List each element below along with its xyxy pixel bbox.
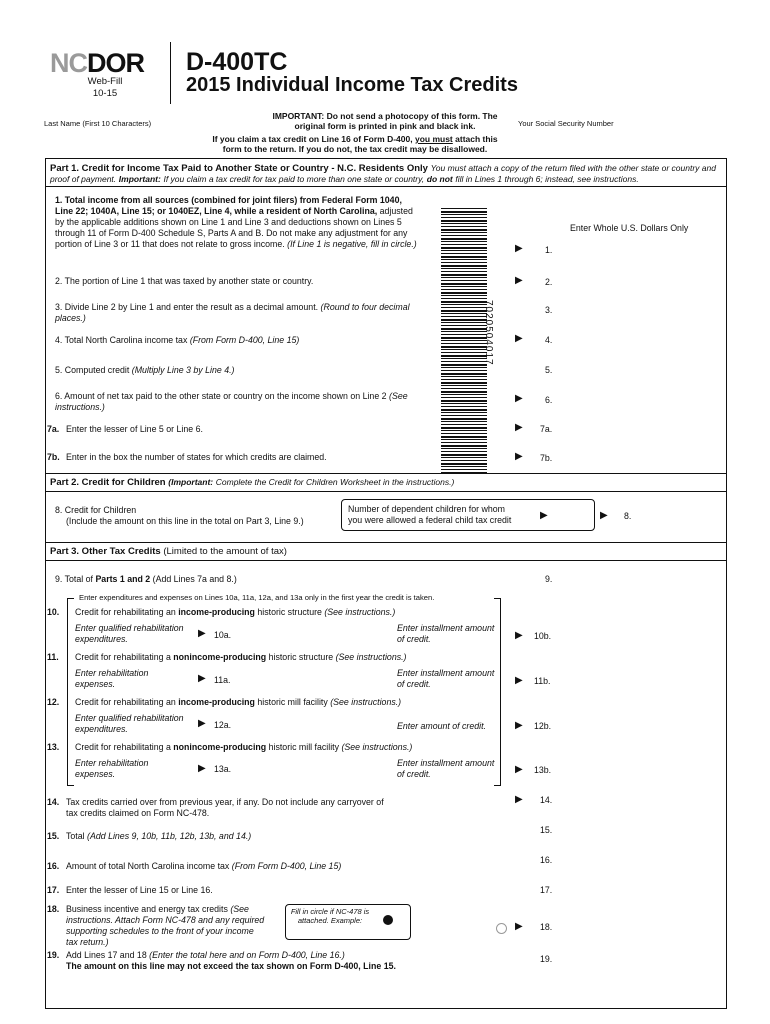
important-notice: IMPORTANT: Do not send a photocopy of this form. The original form is printed in pink and black ink. xyxy=(272,111,498,131)
enter-note: Enter expenditures and expenses on Lines 10a, 11a, 12a, and 13a only in the first year the credit is taken. xyxy=(79,593,435,602)
line-14-num: 14. xyxy=(47,797,60,807)
line-7b: Enter in the box the number of states for which credits are claimed. xyxy=(66,452,327,462)
line-3: 3. Divide Line 2 by Line 1 and enter the result as a decimal amount. (Round to four decimal places.) xyxy=(55,302,410,323)
line-13b-text: Enter installment amount of credit. xyxy=(397,758,495,779)
line-12-num: 12. xyxy=(47,697,60,707)
arrow-icon: ▶ xyxy=(515,333,523,344)
arrow-icon: ▶ xyxy=(198,718,206,729)
label-16: 16. xyxy=(540,855,553,865)
line-16-num: 16. xyxy=(47,861,60,871)
line-10a-text: Enter qualified rehabilitation expenditures. xyxy=(75,623,184,644)
line-2: 2. The portion of Line 1 that was taxed by another state or country. xyxy=(55,276,314,286)
part1-header: Part 1. Credit for Income Tax Paid to Another State or Country - N.C. Residents Only You must attach a copy of the return filed with the other state or country and proof of payment. Important: If you claim a tax credit for tax paid to more than one state or country, do not fill in Lines 1 through 6; instead, see instructions. xyxy=(50,163,716,184)
label-9: 9. xyxy=(545,574,553,584)
line-12b-text: Enter amount of credit. xyxy=(397,721,486,731)
label-18: 18. xyxy=(540,922,553,932)
part2-header: Part 2. Credit for Children (Important: Complete the Credit for Children Worksheet in the instructions.) xyxy=(50,477,455,488)
label-12a: 12a. xyxy=(214,720,232,730)
arrow-icon: ▶ xyxy=(515,243,523,254)
line-13: Credit for rehabilitating a nonincome-producing historic mill facility (See instructions.) xyxy=(75,742,413,752)
line-10: Credit for rehabilitating an income-producing historic structure (See instructions.) xyxy=(75,607,396,617)
line-16: Amount of total North Carolina income tax (From Form D-400, Line 15) xyxy=(66,861,342,871)
line-10b-text: Enter installment amount of credit. xyxy=(397,623,495,644)
arrow-icon: ▶ xyxy=(515,393,523,404)
arrow-icon: ▶ xyxy=(515,794,523,805)
label-11b: 11b. xyxy=(534,676,551,686)
label-5: 5. xyxy=(545,365,553,375)
line-15-num: 15. xyxy=(47,831,60,841)
line-14: Tax credits carried over from previous year, if any. Do not include any carryover of tax credits claimed on Form NC-478. xyxy=(66,797,384,818)
arrow-icon: ▶ xyxy=(515,764,523,775)
part3-header: Part 3. Other Tax Credits (Limited to the amount of tax) xyxy=(50,546,287,557)
line-18-num: 18. xyxy=(47,904,60,914)
label-14: 14. xyxy=(540,795,553,805)
label-6: 6. xyxy=(545,395,553,405)
arrow-icon: ▶ xyxy=(515,921,523,932)
line-17: Enter the lesser of Line 15 or Line 16. xyxy=(66,885,213,895)
line-12: Credit for rehabilitating an income-producing historic mill facility (See instructions.) xyxy=(75,697,402,707)
arrow-icon: ▶ xyxy=(198,763,206,774)
arrow-icon: ▶ xyxy=(515,720,523,731)
arrow-icon: ▶ xyxy=(600,510,608,521)
line-13a-text: Enter rehabilitation expenses. xyxy=(75,758,149,779)
label-11a: 11a. xyxy=(214,675,231,685)
label-2: 2. xyxy=(545,277,553,287)
nc478-attached-circle[interactable] xyxy=(496,923,507,934)
line-12a-text: Enter qualified rehabilitation expenditures. xyxy=(75,713,184,734)
line-1: 1. Total income from all sources (combined for joint filers) from Federal Form 1040, Line 22; 1040A, Line 15; or 1040EZ, Line 4, while a resident of North Carolina, adjusted by the applicable additions shown on Line 1 and Line 3 and deductions shown on Lines 5 through 11 of Form D-400 Schedule S, Parts A and B. Do not make any adjustment for any portion of Line 3 or 11 that does not relate to gross income. (If Line 1 is negative, fill in circle.) xyxy=(55,195,417,249)
form-number: D-400TC xyxy=(186,48,288,76)
line-19: Add Lines 17 and 18 (Enter the total here and on Form D-400, Line 16.) The amount on this line may not exceed the tax shown on Form D-400, Line 15. xyxy=(66,950,396,971)
line-4: 4. Total North Carolina income tax (From Form D-400, Line 15) xyxy=(55,335,300,345)
label-3: 3. xyxy=(545,305,553,315)
label-7b: 7b. xyxy=(540,453,553,463)
label-17: 17. xyxy=(540,885,553,895)
claim-note: If you claim a tax credit on Line 16 of Form D-400, you must attach this form to the return. If you do not, the tax credit may be disallowed. xyxy=(212,134,498,154)
line-7a: Enter the lesser of Line 5 or Line 6. xyxy=(66,424,203,434)
ssn-label: Your Social Security Number xyxy=(518,119,614,128)
header-divider xyxy=(170,42,171,104)
label-8: 8. xyxy=(624,511,632,521)
line-7b-num: 7b. xyxy=(47,452,60,462)
children-count-label: Number of dependent children for whom you were allowed a federal child tax credit xyxy=(348,504,512,525)
line-18: Business incentive and energy tax credits (See instructions. Attach Form NC-478 and any required supporting schedules to the front of your income tax return.) xyxy=(66,904,265,947)
last-name-label: Last Name (First 10 Characters) xyxy=(44,119,152,128)
line-5: 5. Computed credit (Multiply Line 3 by Line 4.) xyxy=(55,365,235,375)
line-11b-text: Enter installment amount of credit. xyxy=(397,668,495,689)
fillin-text: Fill in circle if NC-478 is attached. Example: xyxy=(290,907,370,925)
line-8: 8. Credit for Children (Include the amount on this line in the total on Part 3, Line 9.) xyxy=(55,505,304,526)
part1-divider xyxy=(46,186,726,187)
line-17-num: 17. xyxy=(47,885,60,895)
line-6: 6. Amount of net tax paid to the other state or country on the income shown on Line 2 (See instructions.) xyxy=(55,391,408,412)
arrow-icon: ▶ xyxy=(515,422,523,433)
label-13b: 13b. xyxy=(534,765,552,775)
line-7a-num: 7a. xyxy=(47,424,60,434)
barcode xyxy=(441,208,487,474)
arrow-icon: ▶ xyxy=(198,673,206,684)
label-4: 4. xyxy=(545,335,553,345)
line-15: Total (Add Lines 9, 10b, 11b, 12b, 13b, and 14.) xyxy=(66,831,252,841)
label-13a: 13a. xyxy=(214,764,232,774)
arrow-icon: ▶ xyxy=(515,675,523,686)
arrow-icon: ▶ xyxy=(540,510,548,521)
line-11a-text: Enter rehabilitation expenses. xyxy=(75,668,149,689)
line-19-num: 19. xyxy=(47,950,60,960)
line-10-num: 10. xyxy=(47,607,60,617)
ncdor-logo: NCDOR xyxy=(50,48,144,78)
label-10b: 10b. xyxy=(534,631,552,641)
arrow-icon: ▶ xyxy=(198,628,206,639)
bracket-left xyxy=(67,598,74,786)
line-11-num: 11. xyxy=(47,652,59,662)
label-15: 15. xyxy=(540,825,553,835)
arrow-icon: ▶ xyxy=(515,275,523,286)
line-13-num: 13. xyxy=(47,742,60,752)
form-title: 2015 Individual Income Tax Credits xyxy=(186,74,518,96)
line-11: Credit for rehabilitating a nonincome-producing historic structure (See instructions.) xyxy=(75,652,407,662)
label-1: 1. xyxy=(545,245,553,255)
barcode-number: 7020504017 xyxy=(483,300,494,366)
dollars-note: Enter Whole U.S. Dollars Only xyxy=(570,223,689,233)
arrow-icon: ▶ xyxy=(515,630,523,641)
label-10a: 10a. xyxy=(214,630,232,640)
label-19: 19. xyxy=(540,954,553,964)
line-9: 9. Total of Parts 1 and 2 (Add Lines 7a and 8.) xyxy=(55,574,237,584)
label-7a: 7a. xyxy=(540,424,553,434)
webfill-version: Web-Fill 10-15 xyxy=(87,76,123,99)
label-12b: 12b. xyxy=(534,721,552,731)
filled-circle-example-icon xyxy=(383,915,393,925)
arrow-icon: ▶ xyxy=(515,451,523,462)
